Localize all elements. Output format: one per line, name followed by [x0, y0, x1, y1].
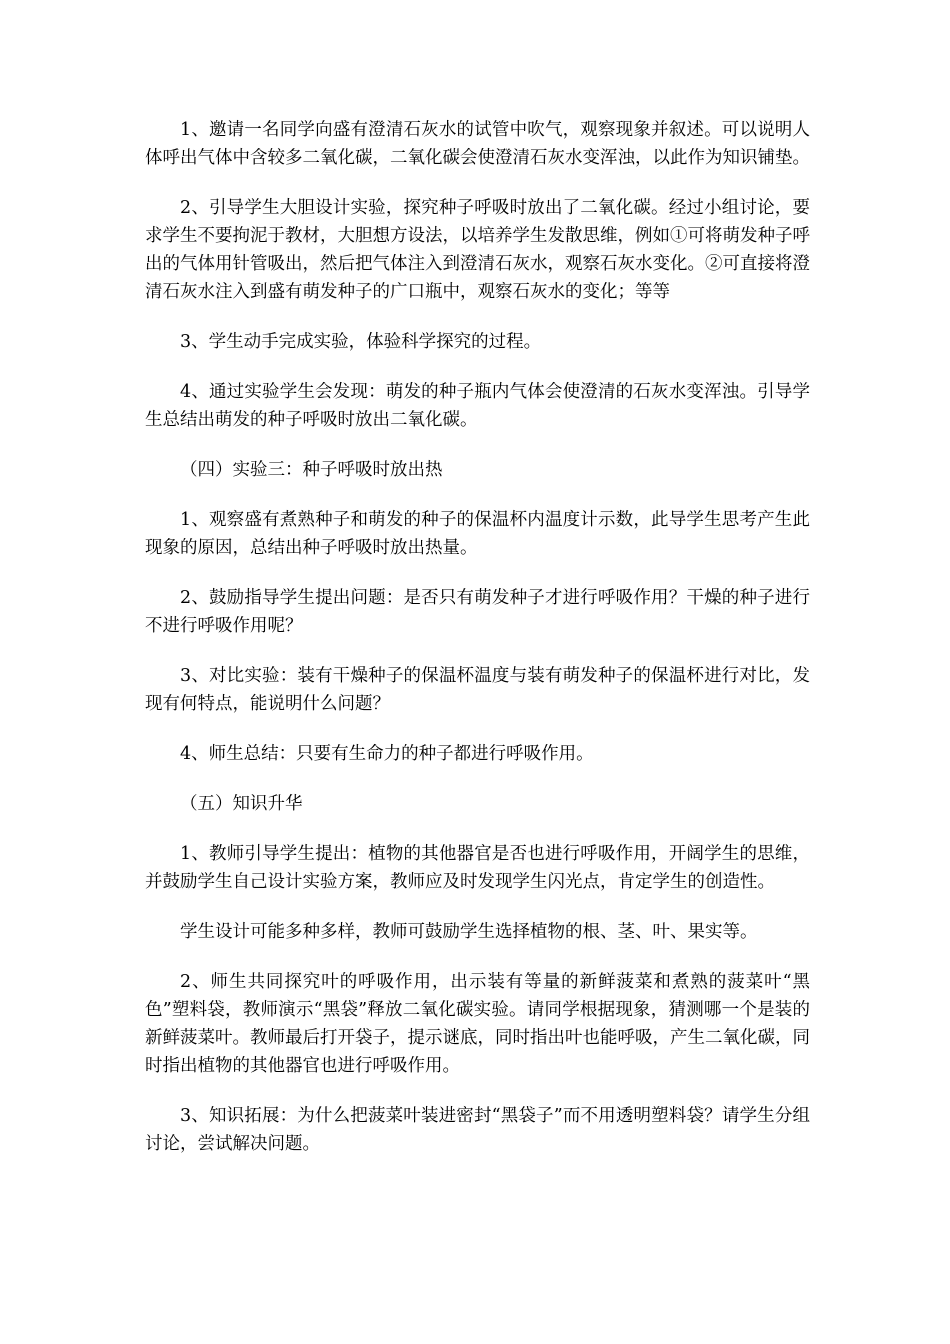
- section-heading-knowledge: （五）知识升华: [180, 794, 303, 814]
- paragraph-2: 2、引导学生大胆设计实验，探究种子呼吸时放出了二氧化碳。经过小组讨论，要求学生不要拘泥于教材，大胆想方设法，以培养学生发散思维，例如①可将萌发种子呼出的气体用针管吸出，然后把气体注入到澄清石灰水，观察石灰水变化。②可直接将澄清石灰水注入到盛有萌发种子的广口瓶中，观察石灰水的变化；等等: [145, 198, 810, 302]
- paragraph-10: 学生设计可能多种多样，教师可鼓励学生选择植物的根、茎、叶、果实等。: [180, 922, 758, 942]
- paragraph-5: 1、观察盛有煮熟种子和萌发的种子的保温杯内温度计示数，此导学生思考产生此现象的原因，总结出种子呼吸时放出热量。: [145, 510, 810, 558]
- paragraph-7: 3、对比实验：装有干燥种子的保温杯温度与装有萌发种子的保温杯进行对比，发现有何特点，能说明什么问题？: [145, 666, 810, 714]
- paragraph-1: 1、邀请一名同学向盛有澄清石灰水的试管中吹气，观察现象并叙述。可以说明人体呼出气体中含较多二氧化碳，二氧化碳会使澄清石灰水变浑浊，以此作为知识铺垫。: [145, 120, 810, 168]
- document-page: [145, 116, 810, 1180]
- paragraph-9: 1、教师引导学生提出：植物的其他器官是否也进行呼吸作用，开阔学生的思维，并鼓励学生自己设计实验方案，教师应及时发现学生闪光点，肯定学生的创造性。: [145, 844, 810, 892]
- paragraph-11: 2、师生共同探究叶的呼吸作用，出示装有等量的新鲜菠菜和煮熟的菠菜叶“黑色”塑料袋，教师演示“黑袋”释放二氧化碳实验。请同学根据现象，猜测哪一个是装的新鲜菠菜叶。教师最后打开袋子，提示谜底，同时指出叶也能呼吸，产生二氧化碳，同时指出植物的其他器官也进行呼吸作用。: [145, 972, 810, 1076]
- paragraph-3: 3、学生动手完成实验，体验科学探究的过程。: [180, 332, 542, 352]
- paragraph-4: 4、通过实验学生会发现：萌发的种子瓶内气体会使澄清的石灰水变浑浊。引导学生总结出萌发的种子呼吸时放出二氧化碳。: [145, 382, 810, 430]
- paragraph-6: 2、鼓励指导学生提出问题：是否只有萌发种子才进行呼吸作用？干燥的种子进行不进行呼吸作用呢？: [145, 588, 810, 636]
- section-heading-experiment-3: （四）实验三：种子呼吸时放出热: [180, 460, 443, 480]
- paragraph-12: 3、知识拓展：为什么把菠菜叶装进密封“黑袋子”而不用透明塑料袋？请学生分组讨论，尝试解决问题。: [145, 1106, 810, 1154]
- paragraph-8: 4、师生总结：只要有生命力的种子都进行呼吸作用。: [180, 744, 594, 764]
